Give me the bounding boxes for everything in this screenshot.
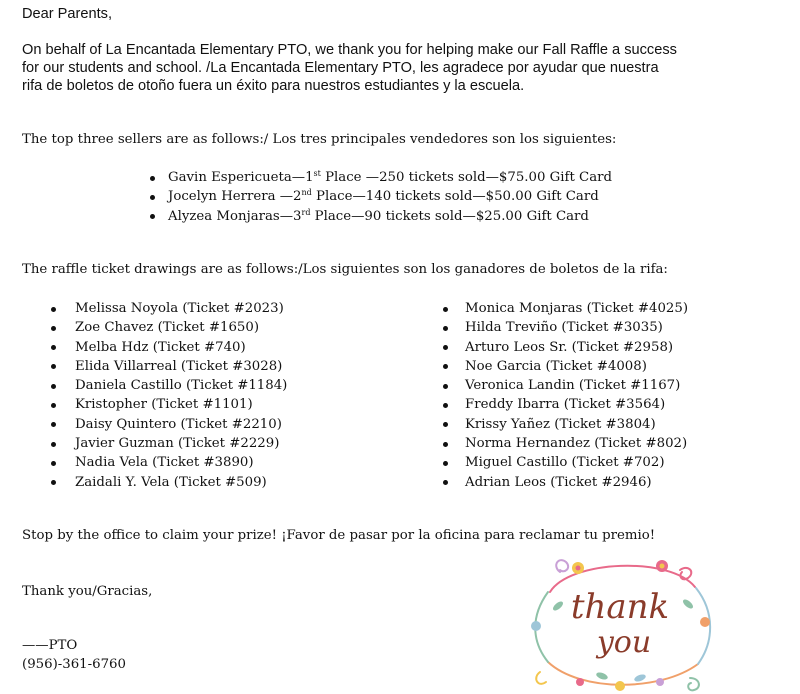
winner-entry: Freddy Ibarra (Ticket #3564) bbox=[465, 397, 666, 413]
wreath-vine-bottom bbox=[548, 662, 698, 685]
flower-icon bbox=[700, 617, 710, 627]
signature: ——PTO bbox=[22, 638, 78, 653]
leaf-icon bbox=[681, 598, 694, 610]
list-item bbox=[465, 299, 688, 318]
bullet-icon bbox=[51, 442, 56, 447]
list-item bbox=[75, 318, 287, 337]
winner-entry: Nadia Vela (Ticket #3890) bbox=[75, 455, 254, 471]
ordinal-suffix: rd bbox=[301, 207, 311, 217]
seller-name-place: Jocelyn Herrera —2 bbox=[168, 189, 302, 205]
art-text-you: you bbox=[596, 625, 652, 660]
winner-entry: Javier Guzman (Ticket #2229) bbox=[75, 436, 280, 452]
list-item bbox=[75, 357, 287, 376]
claim-prize-line: Stop by the office to claim your prize! ¡Favor de pasar por la oficina para reclamar tu premio! bbox=[22, 528, 656, 543]
closing-line: Thank you/Gracias, bbox=[22, 584, 153, 599]
bullet-icon bbox=[443, 422, 448, 427]
flower-icon bbox=[576, 678, 584, 686]
bullet-icon bbox=[150, 176, 155, 181]
list-item bbox=[75, 338, 287, 357]
swirl-4 bbox=[536, 672, 546, 684]
seller-name-place: Alyzea Monjaras—3 bbox=[168, 208, 302, 224]
flower-icon bbox=[615, 681, 625, 691]
winners-list-left bbox=[75, 299, 287, 492]
bullet-icon bbox=[51, 461, 56, 466]
bullet-icon bbox=[51, 422, 56, 427]
list-item bbox=[465, 473, 688, 492]
list-item bbox=[162, 207, 612, 226]
bullet-icon bbox=[443, 345, 448, 350]
bullet-icon bbox=[51, 307, 56, 312]
ordinal-suffix: nd bbox=[301, 188, 312, 198]
seller-name-place: Gavin Espericueta—1 bbox=[168, 170, 314, 185]
winner-entry: Hilda Treviño (Ticket #3035) bbox=[465, 320, 663, 336]
winners-list-right bbox=[465, 299, 688, 492]
list-item bbox=[465, 357, 688, 376]
list-item bbox=[465, 453, 688, 472]
bullet-icon bbox=[443, 442, 448, 447]
leaf-icon bbox=[633, 673, 646, 683]
bullet-icon bbox=[443, 461, 448, 466]
list-item bbox=[465, 434, 688, 453]
winner-entry: Miguel Castillo (Ticket #702) bbox=[465, 455, 665, 471]
leaf-icon bbox=[595, 671, 608, 681]
bullet-icon bbox=[443, 384, 448, 389]
list-item bbox=[162, 187, 612, 206]
swirl-2 bbox=[680, 568, 691, 579]
letter-greeting: Dear Parents, bbox=[22, 6, 113, 22]
bullet-icon bbox=[51, 345, 56, 350]
winner-entry: Arturo Leos Sr. (Ticket #2958) bbox=[465, 339, 674, 355]
list-item bbox=[75, 376, 287, 395]
seller-details: Place—140 tickets sold—$50.00 Gift Card bbox=[311, 189, 599, 205]
bullet-icon bbox=[443, 403, 448, 408]
list-item bbox=[465, 415, 688, 434]
list-item bbox=[465, 395, 688, 414]
phone-number: (956)-361-6760 bbox=[22, 657, 126, 672]
thank-you-illustration bbox=[520, 552, 720, 694]
art-text-thank: thank bbox=[570, 587, 670, 627]
bullet-icon bbox=[443, 364, 448, 369]
winner-entry: Noe Garcia (Ticket #4008) bbox=[465, 358, 647, 374]
winner-entry: Melba Hdz (Ticket #740) bbox=[75, 339, 246, 355]
bullet-icon bbox=[443, 307, 448, 312]
drawings-heading: The raffle ticket drawings are as follows:/Los siguientes son los ganadores de boletos de la rifa: bbox=[22, 262, 668, 277]
intro-line-2: for our students and school. /La Encantada Elementary PTO, les agradece por ayudar que nuestra bbox=[22, 60, 659, 76]
winner-entry: Kristopher (Ticket #1101) bbox=[75, 397, 253, 413]
winner-entry: Veronica Landin (Ticket #1167) bbox=[465, 378, 681, 394]
bullet-icon bbox=[51, 384, 56, 389]
intro-line-3: rifa de boletos de otoño fuera un éxito para nuestros estudiantes y la escuela. bbox=[22, 78, 525, 94]
bullet-icon bbox=[443, 480, 448, 485]
intro-line-1: On behalf of La Encantada Elementary PTO, we thank you for helping make our Fall Raffle a success bbox=[22, 42, 677, 58]
bullet-icon bbox=[150, 214, 155, 219]
bullet-icon bbox=[443, 326, 448, 331]
list-item bbox=[75, 395, 287, 414]
winner-entry: Melissa Noyola (Ticket #2023) bbox=[75, 301, 284, 316]
bullet-icon bbox=[51, 480, 56, 485]
list-item bbox=[75, 434, 287, 453]
winner-entry: Adrian Leos (Ticket #2946) bbox=[465, 474, 652, 490]
winner-entry: Zaidali Y. Vela (Ticket #509) bbox=[75, 474, 267, 490]
list-item bbox=[75, 415, 287, 434]
list-item bbox=[465, 318, 688, 337]
flower-icon bbox=[660, 564, 665, 569]
top-sellers-list bbox=[162, 168, 612, 226]
top-sellers-heading: The top three sellers are as follows:/ Los tres principales vendedores son los siguientes: bbox=[22, 132, 617, 147]
list-item bbox=[465, 376, 688, 395]
list-item bbox=[465, 338, 688, 357]
flower-icon bbox=[656, 678, 664, 686]
bullet-icon bbox=[51, 326, 56, 331]
ordinal-suffix: st bbox=[313, 169, 321, 178]
winner-entry: Daniela Castillo (Ticket #1184) bbox=[75, 378, 288, 394]
bullet-icon bbox=[51, 403, 56, 408]
swirl-1 bbox=[556, 560, 568, 572]
list-item bbox=[75, 299, 287, 318]
winner-entry: Zoe Chavez (Ticket #1650) bbox=[75, 320, 260, 336]
leaf-icon bbox=[551, 600, 564, 612]
bullet-icon bbox=[51, 364, 56, 369]
seller-details: Place —250 tickets sold—$75.00 Gift Card bbox=[320, 170, 613, 185]
winner-entry: Daisy Quintero (Ticket #2210) bbox=[75, 416, 282, 432]
winner-entry: Krissy Yañez (Ticket #3804) bbox=[465, 416, 656, 432]
list-item bbox=[162, 168, 612, 187]
swirl-3 bbox=[688, 678, 699, 690]
winner-entry: Monica Monjaras (Ticket #4025) bbox=[465, 301, 689, 316]
bullet-icon bbox=[150, 195, 155, 200]
flower-icon bbox=[531, 621, 541, 631]
list-item bbox=[75, 453, 287, 472]
seller-details: Place—90 tickets sold—$25.00 Gift Card bbox=[310, 208, 589, 224]
flower-icon bbox=[576, 566, 581, 571]
winner-entry: Elida Villarreal (Ticket #3028) bbox=[75, 358, 283, 374]
list-item bbox=[75, 473, 287, 492]
winner-entry: Norma Hernandez (Ticket #802) bbox=[465, 436, 688, 452]
